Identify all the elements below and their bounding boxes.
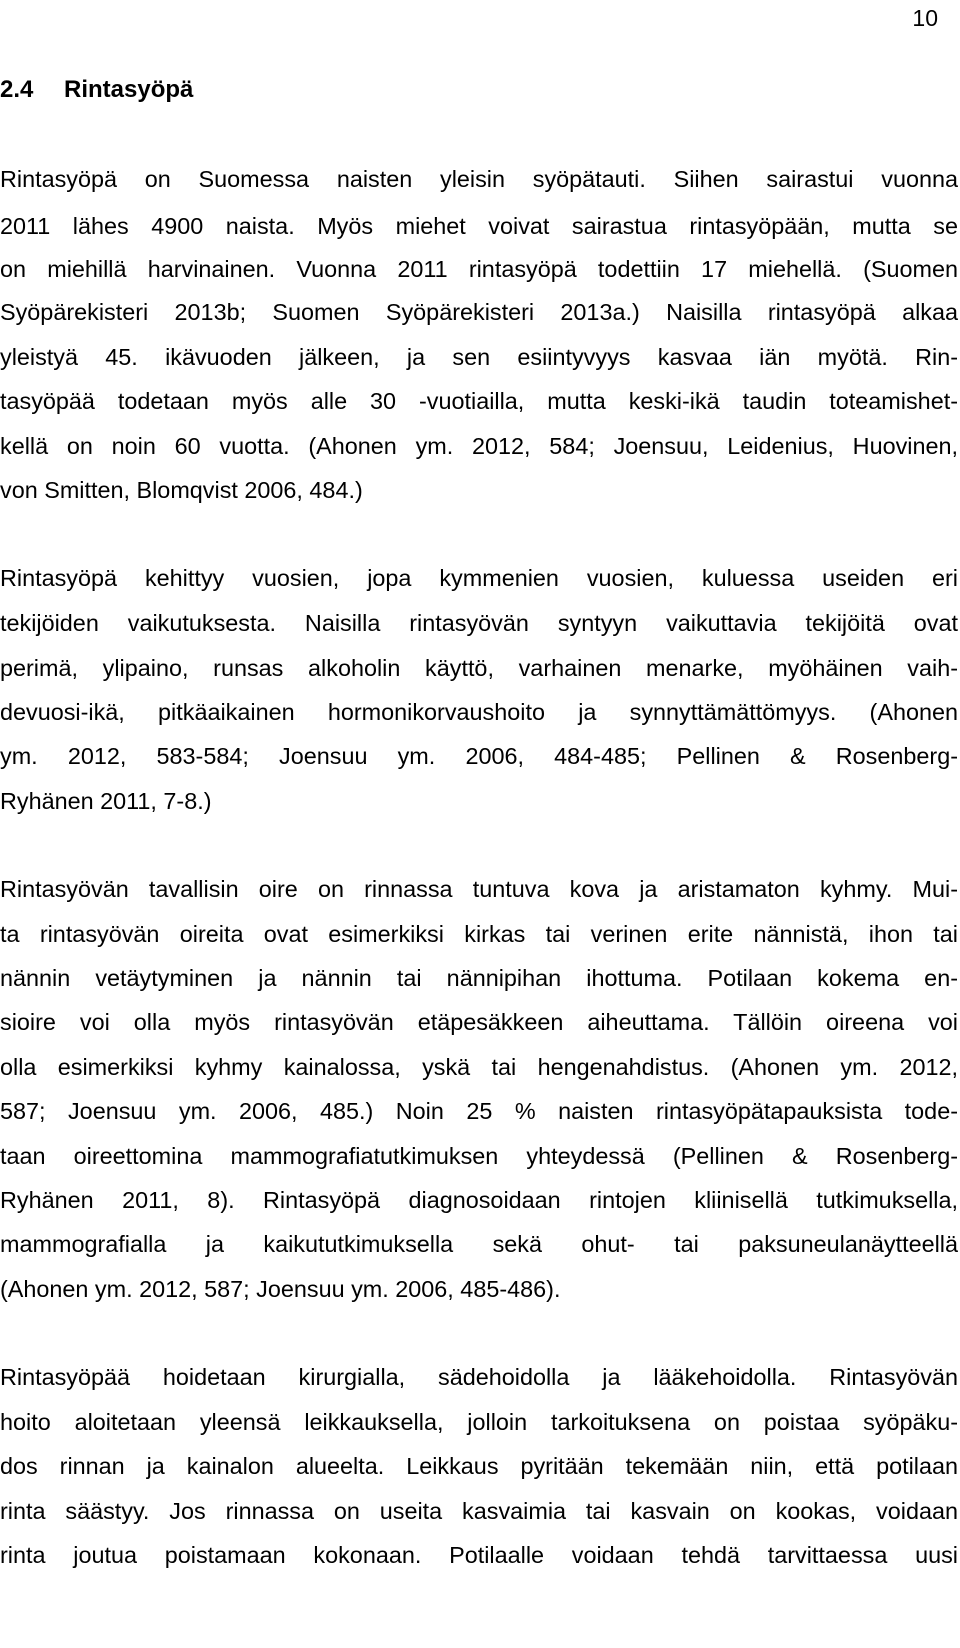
text-line: mammografialla ja kaikututkimuksella sekä ohut- tai paksuneulanäytteellä <box>0 1231 958 1257</box>
text-line: olla esimerkiksi kyhmy kainalossa, yskä tai hengenahdistus. (Ahonen ym. 2012, <box>0 1054 958 1080</box>
text-line: perimä, ylipaino, runsas alkoholin käyttö, varhainen menarke, myöhäinen vaih- <box>0 655 958 681</box>
text-line: von Smitten, Blomqvist 2006, 484.) <box>0 477 363 503</box>
text-line: devuosi-ikä, pitkäaikainen hormonikorvaushoito ja synnyttämättömyys. (Ahonen <box>0 699 958 725</box>
text-line: 2011 lähes 4900 naista. Myös miehet voivat sairastua rintasyöpään, mutta se <box>0 213 958 239</box>
page-number: 10 <box>912 5 938 31</box>
text-line: tekijöiden vaikutuksesta. Naisilla rintasyövän syntyyn vaikuttavia tekijöitä ovat <box>0 610 958 636</box>
text-line: hoito aloitetaan yleensä leikkauksella, jolloin tarkoituksena on poistaa syöpäku- <box>0 1409 958 1435</box>
text-line: sioire voi olla myös rintasyövän etäpesäkkeen aiheuttama. Tällöin oireena voi <box>0 1009 958 1035</box>
text-line: tasyöpää todetaan myös alle 30 -vuotiailla, mutta keski-ikä taudin toteamishet- <box>0 388 958 414</box>
text-line: rinta säästyy. Jos rinnassa on useita kasvaimia tai kasvain on kookas, voidaan <box>0 1498 958 1524</box>
section-title: Rintasyöpä <box>64 76 194 103</box>
text-line: ym. 2012, 583-584; Joensuu ym. 2006, 484-485; Pellinen & Rosenberg- <box>0 743 958 769</box>
text-line: yleistyä 45. ikävuoden jälkeen, ja sen esiintyvyys kasvaa iän myötä. Rin- <box>0 344 958 370</box>
text-line: Syöpärekisteri 2013b; Suomen Syöpärekisteri 2013a.) Naisilla rintasyöpä alkaa <box>0 299 958 325</box>
text-line: 587; Joensuu ym. 2006, 485.) Noin 25 % naisten rintasyöpätapauksista tode- <box>0 1098 958 1124</box>
text-line: (Ahonen ym. 2012, 587; Joensuu ym. 2006, 485-486). <box>0 1276 561 1302</box>
text-line: nännin vetäytyminen ja nännin tai nännipihan ihottuma. Potilaan kokema en- <box>0 965 958 991</box>
text-line: Ryhänen 2011, 7-8.) <box>0 788 212 814</box>
text-line: Rintasyöpä on Suomessa naisten yleisin syöpätauti. Siihen sairastui vuonna <box>0 166 958 192</box>
text-line: on miehillä harvinainen. Vuonna 2011 rintasyöpä todettiin 17 miehellä. (Suomen <box>0 256 958 282</box>
section-number: 2.4 <box>0 76 34 103</box>
text-line: rinta joutua poistamaan kokonaan. Potilaalle voidaan tehdä tarvittaessa uusi <box>0 1542 958 1568</box>
section-heading <box>0 73 193 107</box>
text-line: Rintasyöpä kehittyy vuosien, jopa kymmenien vuosien, kuluessa useiden eri <box>0 565 958 591</box>
text-line: Rintasyövän tavallisin oire on rinnassa tuntuva kova ja aristamaton kyhmy. Mui- <box>0 876 958 902</box>
text-line: Rintasyöpää hoidetaan kirurgialla, sädehoidolla ja lääkehoidolla. Rintasyövän <box>0 1364 958 1390</box>
text-line: kellä on noin 60 vuotta. (Ahonen ym. 2012, 584; Joensuu, Leidenius, Huovinen, <box>0 433 958 459</box>
text-line: ta rintasyövän oireita ovat esimerkiksi kirkas tai verinen erite nännistä, ihon tai <box>0 921 958 947</box>
text-line: taan oireettomina mammografiatutkimuksen yhteydessä (Pellinen & Rosenberg- <box>0 1143 958 1169</box>
text-line: dos rinnan ja kainalon alueelta. Leikkaus pyritään tekemään niin, että potilaan <box>0 1453 958 1479</box>
text-line: Ryhänen 2011, 8). Rintasyöpä diagnosoidaan rintojen kliinisellä tutkimuksella, <box>0 1187 958 1213</box>
